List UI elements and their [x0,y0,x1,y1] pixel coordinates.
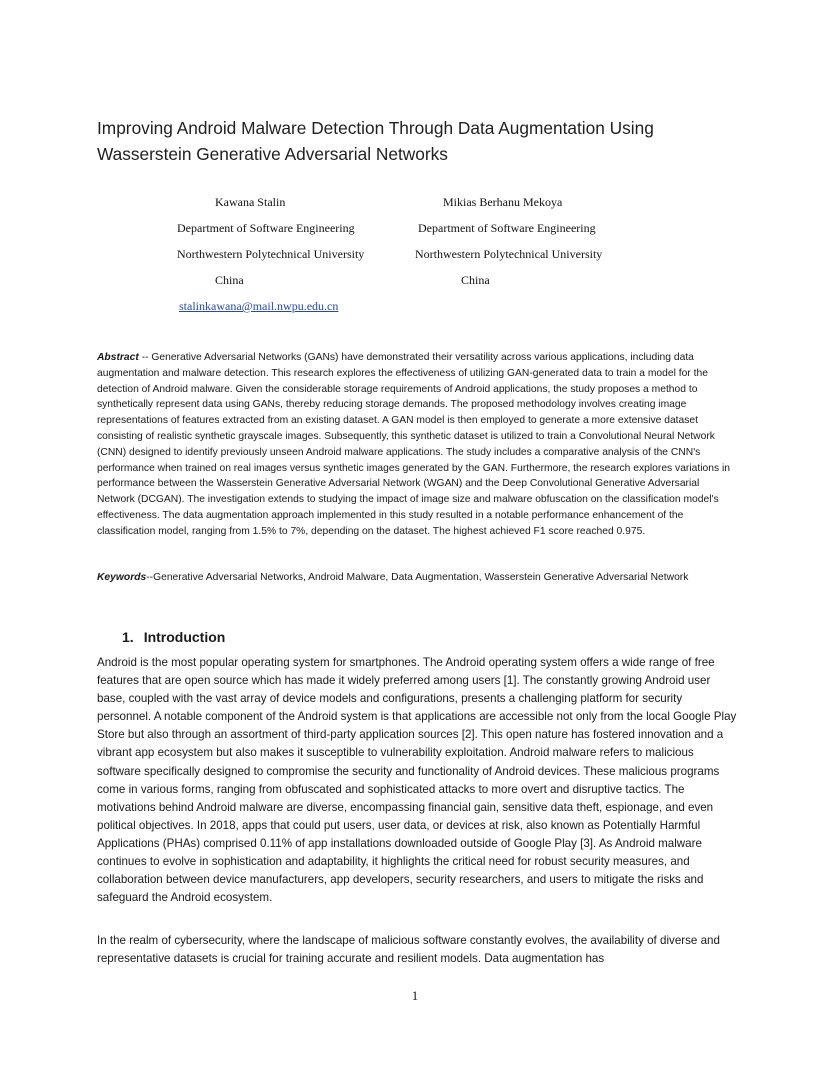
author-name: Kawana Stalin [215,195,286,209]
body-paragraph: In the realm of cybersecurity, where the landscape of malicious software constantly evolves, the availability of diverse and representative datasets is crucial for training accurate and resilient models. Data augmentation has [97,934,720,966]
paper-title [97,115,757,167]
author-university: Northwestern Polytechnical University [415,247,603,261]
section-number: 1. [122,629,134,645]
keywords [97,570,737,586]
title-line-2: Wasserstein Generative Adversarial Networks [97,144,448,164]
section-heading [122,629,225,645]
author-email-link[interactable]: stalinkawana@mail.nwpu.edu.cn [179,299,339,313]
author-department: Department of Software Engineering [418,221,596,235]
page-number: 1 [411,988,419,1003]
author-university: Northwestern Polytechnical University [177,247,365,261]
author-country: China [215,273,244,287]
abstract [97,350,737,540]
author-name: Mikias Berhanu Mekoya [443,195,563,209]
author-department: Department of Software Engineering [177,221,355,235]
keywords-text: --Generative Adversarial Networks, Android Malware, Data Augmentation, Wasserstein Generative Adversarial Network [146,572,689,583]
section-title: Introduction [143,629,226,645]
abstract-label: Abstract [97,352,139,363]
keywords-label: Keywords [97,572,147,583]
abstract-text: -- Generative Adversarial Networks (GANs) have demonstrated their versatility across various applications, including data augmentation and malware detection. This research explores the effectiveness of utilizing GAN-generated data to train a model for the detection of Android malware. Given the considerable storage requirements of Android applications, the study proposes a method to synthetically represent data using GANs, thereby reducing storage demands. The proposed methodology involves creating image representations of features extracted from an existing dataset. A GAN model is then employed to generate a more extensive dataset consisting of realistic synthetic grayscale images. Subsequently, this synthetic dataset is utilized to train a Convolutional Neural Network (CNN) designed to identify previously unseen Android malware applications. The study includes a comparative analysis of the CNN's performance when trained on real images versus synthetic images generated by the GAN. Furthermore, the research explores variations in performance between the Wasserstein Generative Adversarial Network (WGAN) and the Deep Convolutional Generative Adversarial Network (DCGAN). The investigation extends to studying the impact of image size and malware obfuscation on the classification model's effectiveness. The data augmentation approach implemented in this study resulted in a notable performance enhancement of the classification model, ranging from 1.5% to 7%, depending on the dataset. The highest achieved F1 score reached 0.975. [97,352,730,537]
title-line-1: Improving Android Malware Detection Through Data Augmentation Using [97,118,654,138]
author-country: China [461,273,490,287]
body-paragraph: Android is the most popular operating system for smartphones. The Android operating system offers a wide range of free features that are open source which has made it widely preferred among users [1]. The constantly growing Android user base, coupled with the vast array of device models and configurations, presents a challenging platform for security personnel. A notable component of the Android system is that applications are accessible not only from the local Google Play Store but also through an assortment of third-party application sources [2]. This open nature has fostered innovation and a vibrant app ecosystem but also makes it susceptible to vulnerability exploitation. Android malware refers to malicious software specifically designed to compromise the security and functionality of Android devices. These malicious programs come in various forms, ranging from obfuscated and sophisticated attacks to more overt and disruptive tactics. The motivations behind Android malware are diverse, encompassing financial gain, sensitive data theft, espionage, and even political objectives. In 2018, apps that could put users, user data, or devices at risk, also known as Potentially Harmful Applications (PHAs) comprised 0.11% of app installations downloaded outside of Google Play [3]. As Android malware continues to evolve in sophistication and adaptability, it highlights the critical need for robust security measures, and collaboration between device manufacturers, app developers, security researchers, and users to mitigate the risks and safeguard the Android ecosystem. [97,656,737,905]
